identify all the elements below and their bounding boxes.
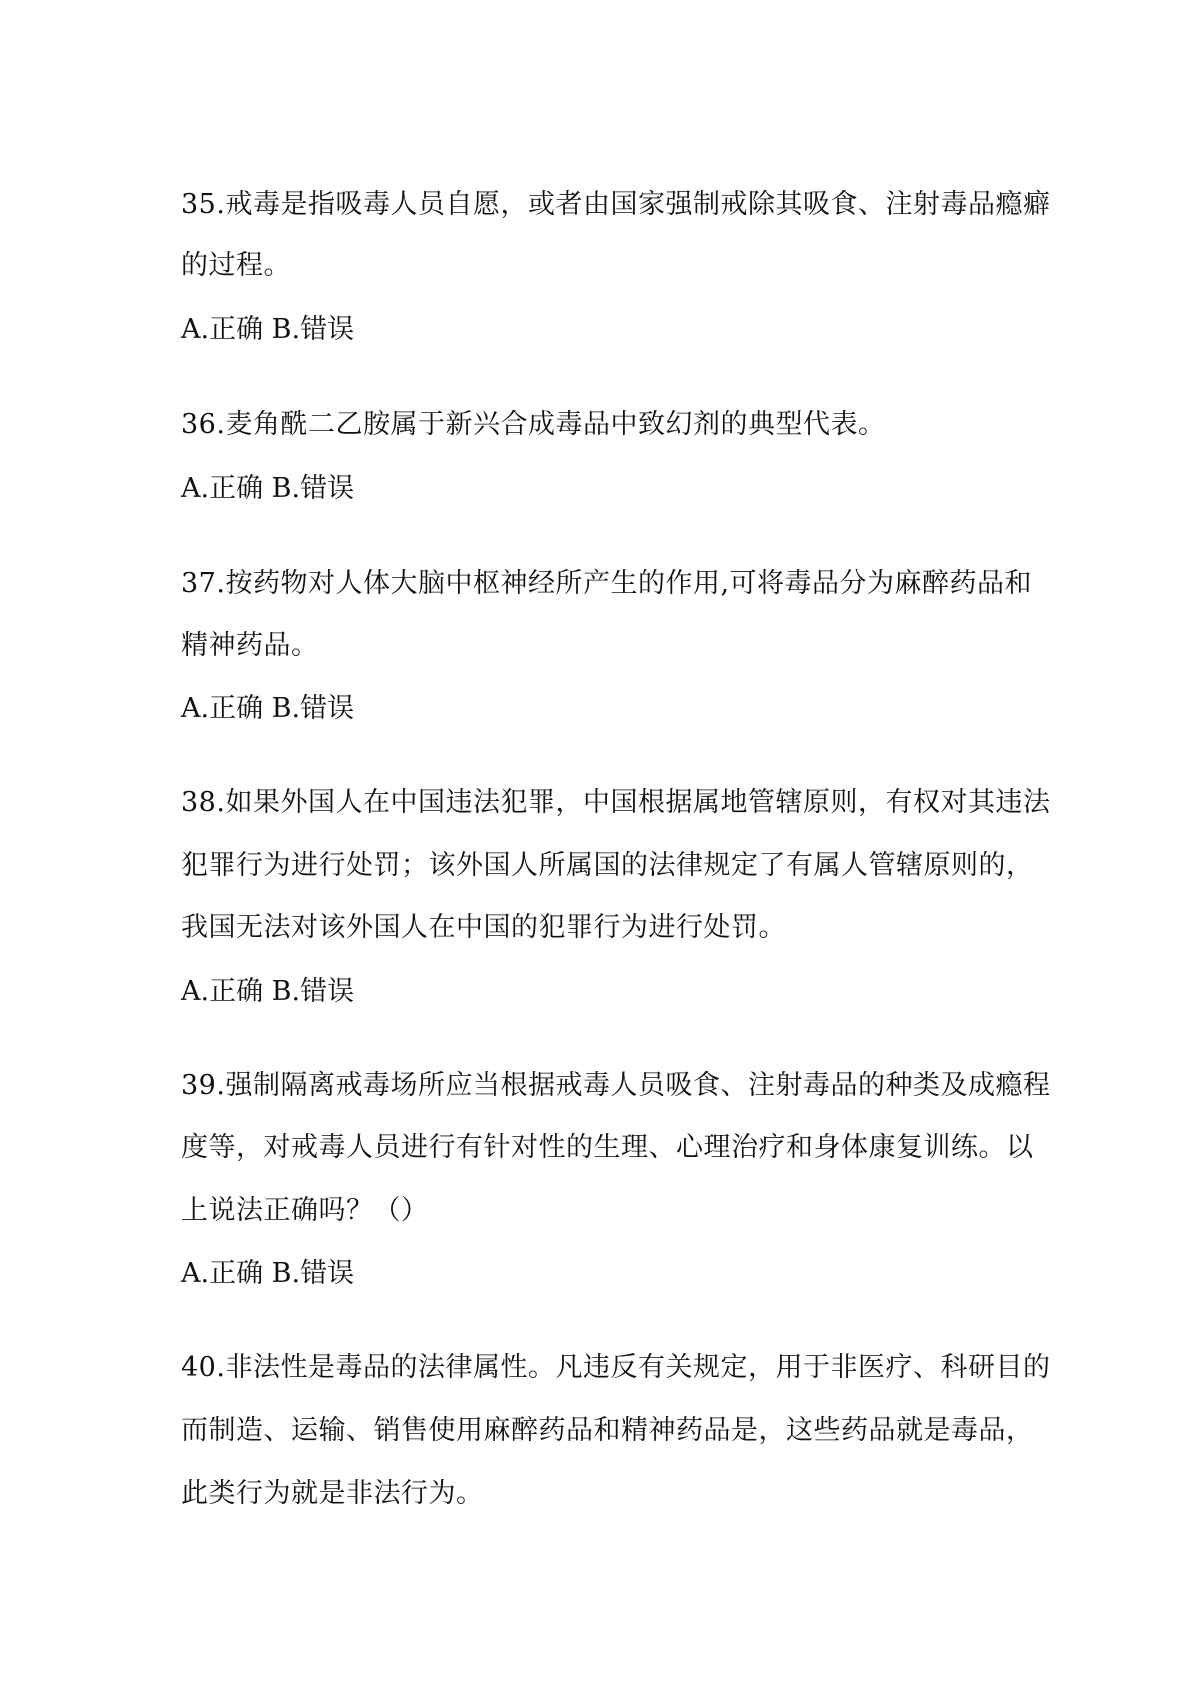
question-38-line-1: 38.如果外国人在中国违法犯罪，中国根据属地管辖原则，有权对其违法 bbox=[181, 787, 1051, 818]
question-36-line-1: 36.麦角酰二乙胺属于新兴合成毒品中致幻剂的典型代表。 bbox=[181, 409, 886, 440]
question-40-line-3: 此类行为就是非法行为。 bbox=[181, 1478, 484, 1509]
question-39-line-2: 度等，对戒毒人员进行有针对性的生理、心理治疗和身体康复训练。以 bbox=[181, 1132, 1034, 1163]
question-37-line-2: 精神药品。 bbox=[181, 630, 319, 661]
question-38-line-3: 我国无法对该外国人在中国的犯罪行为进行处罚。 bbox=[181, 912, 786, 943]
question-38-line-2: 犯罪行为进行处罚；该外国人所属国的法律规定了有属人管辖原则的， bbox=[181, 850, 1034, 881]
question-39-line-3: 上说法正确吗？（） bbox=[181, 1195, 429, 1226]
question-37-options: A.正确 B.错误 bbox=[181, 693, 355, 724]
question-35-options: A.正确 B.错误 bbox=[181, 314, 355, 345]
question-39-line-1: 39.强制隔离戒毒场所应当根据戒毒人员吸食、注射毒品的种类及成瘾程 bbox=[181, 1070, 1051, 1101]
question-36-options: A.正确 B.错误 bbox=[181, 473, 355, 504]
question-37-line-1: 37.按药物对人体大脑中枢神经所产生的作用,可将毒品分为麻醉药品和 bbox=[181, 568, 1033, 599]
question-38-options: A.正确 B.错误 bbox=[181, 976, 355, 1007]
question-40-line-1: 40.非法性是毒品的法律属性。凡违反有关规定，用于非医疗、科研目的 bbox=[181, 1352, 1051, 1383]
question-35-line-1: 35.戒毒是指吸毒人员自愿，或者由国家强制戒除其吸食、注射毒品瘾癖 bbox=[181, 189, 1051, 220]
question-39-options: A.正确 B.错误 bbox=[181, 1258, 355, 1289]
question-40-line-2: 而制造、运输、销售使用麻醉药品和精神药品是，这些药品就是毒品， bbox=[181, 1415, 1034, 1446]
question-35-line-2: 的过程。 bbox=[181, 250, 291, 281]
